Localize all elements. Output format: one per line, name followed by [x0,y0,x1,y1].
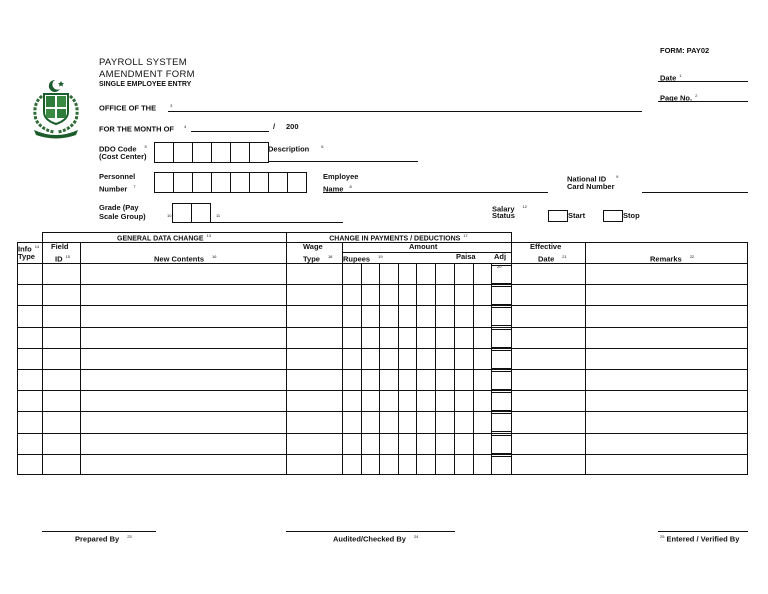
col-new-contents: New Contents $^{16}$ [154,254,217,264]
page-no-field[interactable] [658,101,748,102]
adj-cell[interactable] [491,392,512,411]
cost-center-label: (Cost Center) [99,152,147,161]
payments-deductions-header: CHANGE IN PAYMENTS / DEDUCTIONS $^{17}$ [329,233,468,243]
personnel-number-box-8[interactable] [287,172,307,193]
table-row-line [17,454,748,455]
form-subtitle: SINGLE EMPLOYEE ENTRY [99,81,192,88]
prepared-by-line[interactable] [42,531,156,532]
personnel-number-box-4[interactable] [211,172,231,193]
col-line-info [42,242,43,475]
col-field-id-2: ID $^{15}$ [55,254,70,264]
grade-num-b: 11 [216,213,221,218]
scale-group-label: Scale Group) [99,212,146,221]
personnel-number-box-6[interactable] [249,172,269,193]
col-info-type-2: Type [18,252,35,261]
salary-label: Salary $^{12}$ [492,204,527,214]
adj-cell[interactable] [491,350,512,369]
adj-cell[interactable] [491,371,512,390]
col-wage-type: Wage [303,242,323,251]
col-line-effective [585,242,586,475]
col-paisa: Paisa [456,252,476,261]
ddo-code-box-3[interactable] [192,142,212,163]
office-label: OFFICE OF THE $^3$ [99,103,173,113]
col-effective-date-2: Date $^{21}$ [538,254,567,264]
start-label: Start [568,211,586,220]
description-field[interactable] [268,161,418,162]
adj-cell[interactable] [491,265,512,284]
national-id-field[interactable] [642,192,748,193]
status-label: Status [492,211,515,220]
stop-label: Stop [623,211,640,220]
col-effective-date: Effective [530,242,562,251]
col-info-type: Info $^{14}$ [18,244,40,254]
table-row-line [17,305,748,306]
audited-by-label: Audited/Checked By $^{24}$ [333,534,419,544]
entered-by-label: $^{25}$ Entered / Verified By [660,534,740,544]
employee-name-label: Name $^8$ [323,184,352,194]
ddo-code-box-6[interactable] [249,142,269,163]
col-field-id: Field [51,242,69,251]
entered-by-line[interactable] [658,531,748,532]
group-right-edge [511,232,512,242]
table-row-line [17,369,748,370]
form-title-line2: AMENDMENT FORM [99,69,195,80]
month-field[interactable] [191,131,269,132]
general-data-change-header: GENERAL DATA CHANGE $^{13}$ [117,233,211,243]
adj-cell[interactable] [491,307,512,326]
personnel-number-label: Number $^7$ [99,184,136,194]
ddo-code-box-1[interactable] [154,142,174,163]
personnel-number-box-5[interactable] [230,172,250,193]
table-row-line [17,327,748,328]
month-slash: / [273,122,276,131]
col-rupees: Rupees $^{19}$ [343,254,383,264]
employee-label: Employee [323,172,359,181]
personnel-number-box-3[interactable] [192,172,212,193]
ddo-code-box-4[interactable] [211,142,231,163]
entry-table [17,242,748,475]
adj-cell[interactable] [491,413,512,432]
table-row-line [17,411,748,412]
col-remarks: Remarks $^{22}$ [650,254,695,264]
table-row-line [17,390,748,391]
grade-box-1[interactable] [172,203,192,223]
table-row-line [17,348,748,349]
month-label: FOR THE MONTH OF $^4$ [99,124,187,134]
col-line-field [80,242,81,475]
personnel-label: Personnel [99,172,136,181]
grade-num-a: 10 [167,213,172,218]
col-adj-num: 20 [497,264,502,269]
personnel-number-box-2[interactable] [173,172,193,193]
table-row-line [17,284,748,285]
form-code: FORM: PAY02 [660,46,710,55]
stop-checkbox[interactable] [603,210,623,222]
col-line-contents [286,242,287,475]
year-prefix: 200 [286,122,299,131]
form-title-line1: PAYROLL SYSTEM [99,57,187,68]
state-emblem-icon [28,78,84,140]
personnel-number-box-1[interactable] [154,172,174,193]
start-checkbox[interactable] [548,210,568,222]
adj-cell[interactable] [491,456,512,475]
adj-cell[interactable] [491,329,512,348]
page-no-label: Page No. $^2$ [660,93,698,103]
ddo-code-label: DDO Code $^5$ [99,144,147,154]
office-field[interactable] [168,111,642,112]
personnel-number-box-7[interactable] [268,172,288,193]
ddo-code-box-2[interactable] [173,142,193,163]
adj-cell[interactable] [491,286,512,305]
ddo-code-box-5[interactable] [230,142,250,163]
national-id-label: National ID $^9$ [567,174,619,184]
employee-name-field[interactable] [323,192,548,193]
adj-cell[interactable] [491,435,512,454]
date-field[interactable] [658,81,748,82]
prepared-by-label: Prepared By $^{23}$ [75,534,132,544]
grade-box-2[interactable] [191,203,211,223]
grade-label: Grade (Pay [99,203,139,212]
audited-by-line[interactable] [286,531,455,532]
col-line-wage [342,242,343,475]
grade-desc-field[interactable] [211,222,343,223]
table-row-line [17,433,748,434]
col-amount: Amount [409,242,438,251]
date-label: Date $^1$ [660,73,682,83]
col-adj: Adj [494,252,507,261]
card-number-label: Card Number [567,182,615,191]
description-label: Description $^6$ [268,144,324,154]
col-wage-type-2: Type $^{18}$ [303,254,333,264]
